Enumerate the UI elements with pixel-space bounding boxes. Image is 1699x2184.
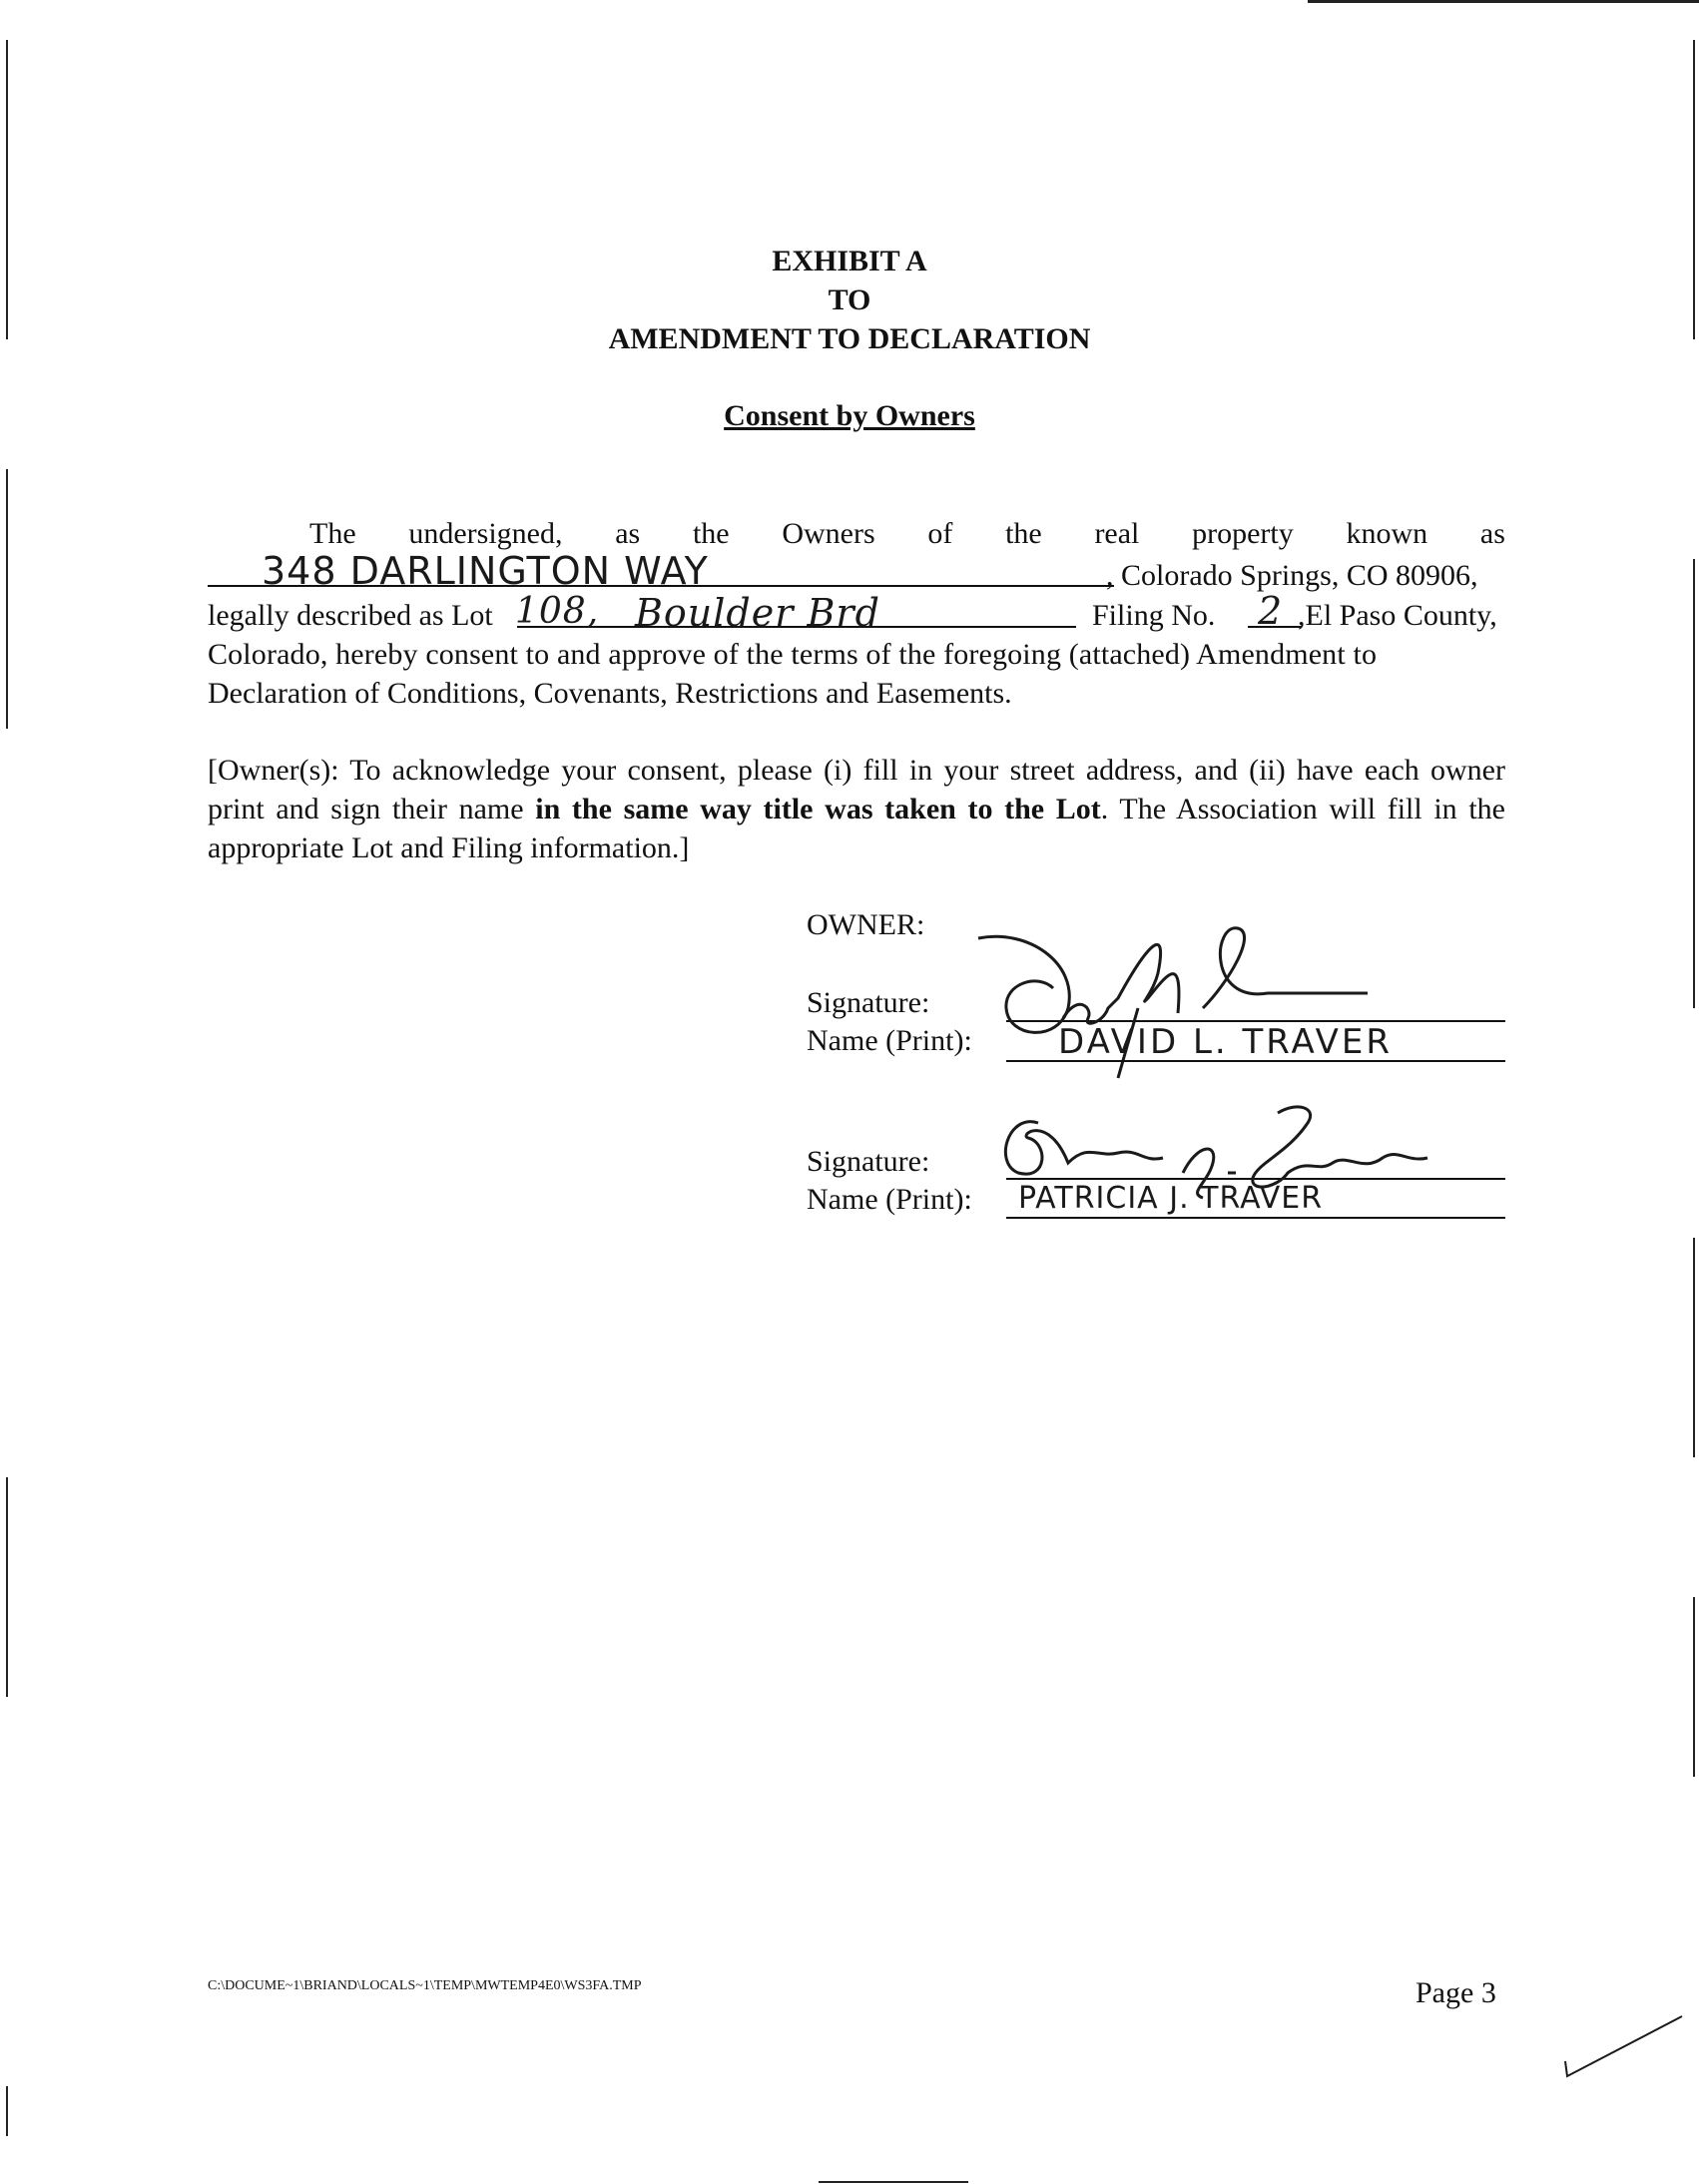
legal-prefix: legally described as Lot [208,599,493,632]
name-print-label-2: Name (Print): [807,1183,972,1216]
consent-line-4: Colorado, hereby consent to and approve of the terms of the foregoing (attached) Amendment to [208,638,1378,671]
exhibit-to: TO [828,283,871,316]
amendment-title: AMENDMENT TO DECLARATION [608,322,1091,355]
word: the [692,517,730,550]
scan-edge-right-3 [1693,1238,1695,1457]
signature-label-1: Signature: [807,986,930,1019]
street-address-handwritten: 348 DARLINGTON WAY [262,549,709,593]
exhibit-title: EXHIBIT A [772,245,927,277]
word: Owners [782,517,875,550]
consent-subtitle: Consent by Owners [724,399,975,432]
scan-edge-top [1308,0,1699,3]
filing-handwritten: 2 [1258,589,1284,633]
word: The [309,517,356,550]
lot-handwritten: 108, [515,591,600,632]
word: known [1346,517,1428,550]
signature-label-2: Signature: [807,1145,930,1178]
word: of [927,517,953,550]
owner-label: OWNER: [807,908,925,941]
scan-edge-right-2 [1693,559,1695,1008]
word: as [615,517,641,550]
printed-name-david: DAVID L. TRAVER [1058,1022,1393,1062]
word: property [1192,517,1294,550]
scan-edge-left-3 [6,1477,8,1697]
page-number: Page 3 [1416,1976,1496,2009]
scan-edge-left-2 [6,469,8,729]
filing-prefix: Filing No. [1092,599,1216,632]
county-suffix: ,El Paso County, [1298,599,1497,632]
word: as [1479,517,1505,550]
printed-name-patricia: PATRICIA J. TRAVER [1018,1181,1324,1216]
name-print-field-2[interactable] [1006,1217,1505,1219]
name-print-label-1: Name (Print): [807,1024,972,1057]
scan-edge-left-4 [6,2086,8,2136]
word: undersigned, [408,517,563,550]
scan-edge-right-4 [1693,1597,1695,1777]
consent-line-1 [208,517,1505,551]
check-mark [1557,2006,1687,2086]
scan-edge-bottom [819,2181,968,2183]
consent-line-5: Declaration of Conditions, Covenants, Restrictions and Easements. [208,677,1012,710]
file-path: C:\DOCUME~1\BRIAND\LOCALS~1\TEMP\MWTEMP4E0\WS3FA.TMP [208,1978,642,1993]
word: the [1005,517,1042,550]
instructions-text-2: . The Association will fill in the appropriate Lot and Filing information.] [208,793,1505,864]
instructions-bold: in the same way title was taken to the Lot [535,793,1101,825]
instructions-paragraph [208,751,1505,867]
city-state-zip: , Colorado Springs, CO 80906, [1106,559,1478,592]
word: real [1094,517,1140,550]
subdivision-handwritten: Boulder Brd [635,591,880,635]
signature-david [968,913,1388,1093]
instructions-text-1: [Owner(s): To acknowledge your consent, please (i) fill in your street address, and (ii) have each owner print and sign their name [208,754,1505,825]
